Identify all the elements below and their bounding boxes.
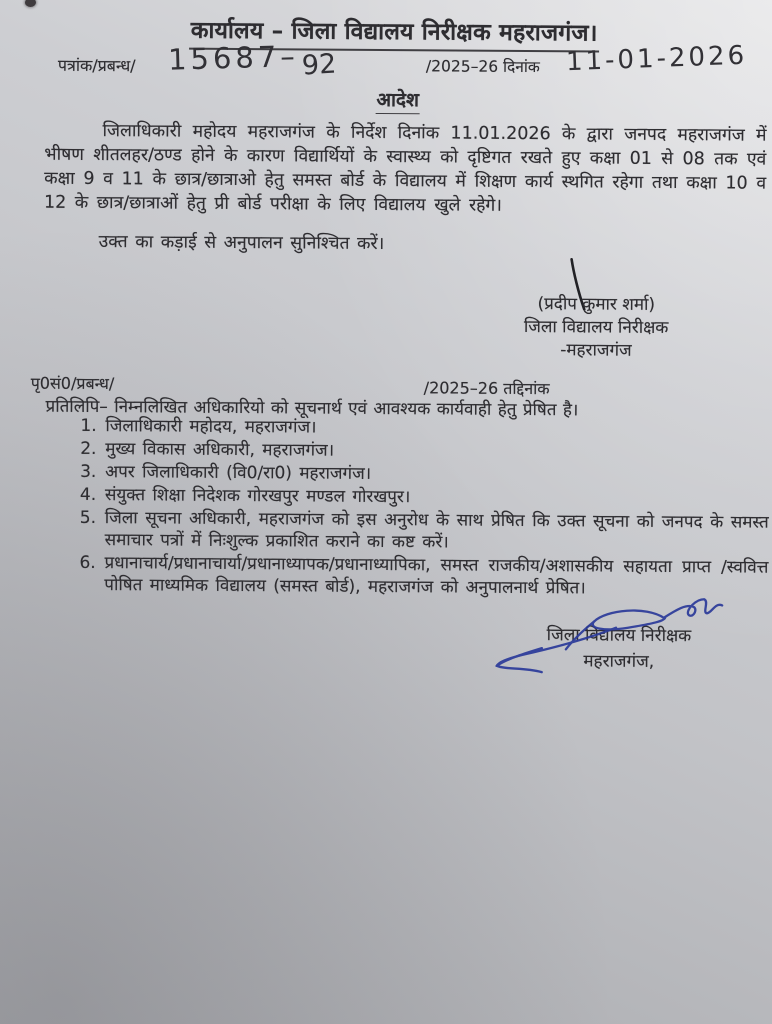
list-item-number: 4. — [79, 484, 97, 506]
list-item-number: 6. — [79, 552, 96, 574]
list-item — [80, 507, 769, 556]
session-date-label: /2025–26 दिनांक — [425, 57, 540, 77]
bottom-signatory-place: महराजगंज, — [583, 651, 655, 672]
office-title-text: कार्यालय – जिला विद्यालय निरीक्षक महराजगंज। — [189, 13, 600, 53]
endorsement-session-label: /2025–26 तद्दिनांक — [423, 378, 550, 399]
signatory-block — [490, 293, 702, 363]
signatory-name: (प्रदीप कुमार शर्मा) — [537, 294, 656, 315]
list-item-text: अपर जिलाधिकारी (वि0/रा0) महराजगंज। — [105, 462, 372, 484]
list-item-text: प्रधानाचार्य/प्रधानाचार्या/प्रधानाध्यापक/प्रधानाध्यापिका, समस्त राजकीय/अशासकीय सहायता प्राप्त /स्ववित्त पोषित माध्यमिक विद्यालय (समस्त बोर्ड), महराजगंज को अनुपालनार्थ प्रेषित। — [104, 553, 769, 599]
list-item-text: जिला सूचना अधिकारी, महराजगंज को इस अनुरोध के साथ प्रेषित कि उक्त सूचना को जनपद के समस्त समाचार पत्रों में निःशुल्क प्रकाशित कराने का कष्ट करें। — [104, 508, 769, 553]
list-item-number: 1. — [80, 415, 97, 437]
handwritten-letter-number: 15687– — [167, 39, 300, 77]
copy-distribution-list — [79, 415, 769, 602]
order-heading-text: आदेश — [375, 86, 420, 114]
list-item-text: मुख्य विकास अधिकारी, महराजगंज। — [105, 439, 335, 461]
list-item-number: 5. — [79, 507, 97, 529]
compliance-line: उक्त का कड़ाई से अनुपालन सुनिश्चित करें। — [98, 232, 385, 255]
list-item-text: संयुक्त शिक्षा निदेशक गोरखपुर मण्डल गोरखपुर। — [104, 485, 411, 508]
copy-distribution-intro: प्रतिलिपि– निम्नलिखित अधिकारियो को सूचनार्थ एवं आवश्यक कार्यवाही हेतु प्रेषित है। — [45, 396, 579, 421]
order-heading — [0, 83, 772, 116]
signatory-designation: जिला विद्यालय निरीक्षक — [523, 317, 669, 339]
letter-number-label: पत्रांक/प्रबन्ध/ — [57, 55, 136, 76]
list-item-number: 3. — [80, 461, 97, 483]
handwritten-date: 11-01-2026 — [565, 40, 748, 78]
signatory-place: -महराजगंज — [560, 340, 632, 361]
order-body-paragraph: जिलाधिकारी महोदय महराजगंज के निर्देश दिनांक 11.01.2026 के द्वारा जनपद महराजगंज में भीषण शीतलहर/ठण्ड होने के कारण विद्यार्थियों के स्वास्थ्य को दृष्टिगत रखते हुए कक्षा 01 से 08 तक एवं कक्षा 9 व 11 के छात्र/छात्राओ हेतु समस्त बोर्ड के विद्यालय में शिक्षण कार्य स्थगित रहेगा तथा कक्षा 10 व 12 के छात्र/छात्राओं हेतु प्री बोर्ड परीक्षा के लिए विद्यालय खुले रहेगे। — [43, 121, 767, 216]
handwritten-letter-number-part2: 92 — [301, 48, 338, 82]
endorsement-ref-label: पृ0सं0/प्रबन्ध/ — [30, 373, 115, 394]
bottom-signatory-designation: जिला विद्यालय निरीक्षक — [546, 625, 692, 647]
list-item-text: जिलाधिकारी महोदय, महराजगंज। — [105, 416, 317, 438]
blue-ink-signature — [494, 587, 735, 681]
list-item-number: 2. — [80, 438, 97, 460]
